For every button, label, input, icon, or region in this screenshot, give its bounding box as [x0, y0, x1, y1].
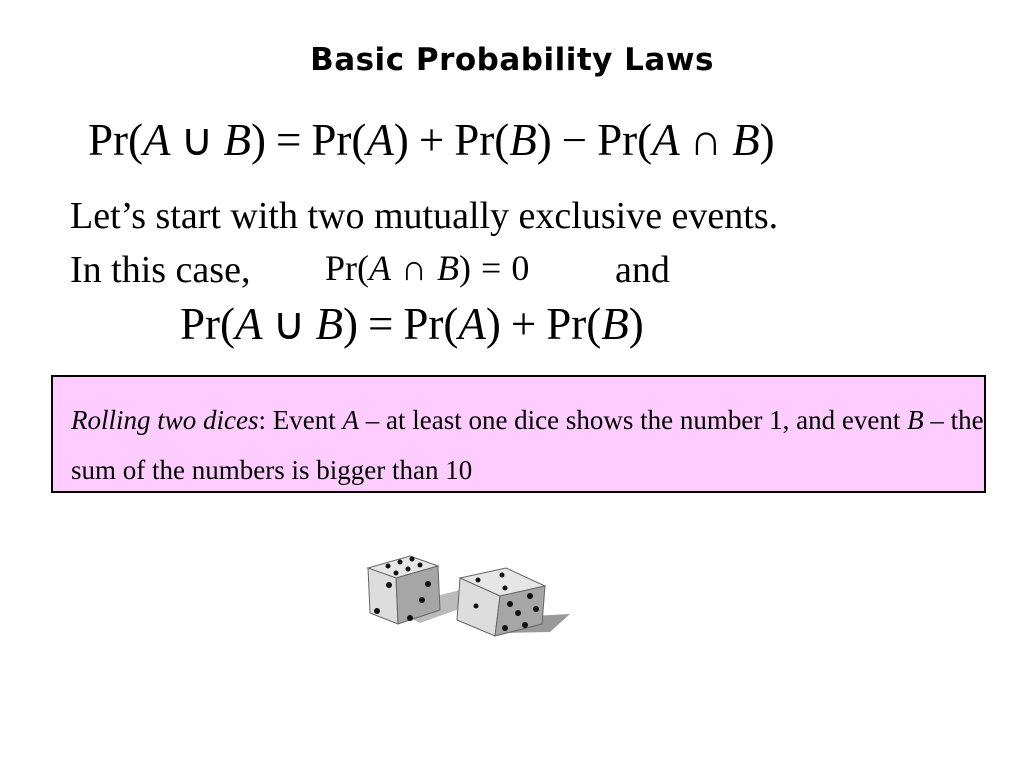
die-pip [527, 593, 533, 599]
general-addition-formula [88, 115, 775, 165]
union-symbol: ∪ [272, 299, 306, 349]
formula-variable: A [366, 115, 394, 165]
intersection-symbol: ∩ [689, 115, 723, 165]
die-pip [386, 564, 391, 569]
formula-variable: A [652, 115, 680, 165]
die-pip [474, 604, 479, 609]
event-b-label: B [907, 405, 924, 435]
formula-variable: A [235, 299, 263, 349]
example-text: – the sum of the numbers is bigger than 10 [71, 405, 984, 485]
formula-variable: B [732, 115, 760, 165]
in-this-case-text: In this case, [70, 249, 251, 291]
die-pip [502, 625, 508, 631]
die-pip [406, 567, 411, 572]
formula-token: ) [393, 115, 409, 165]
formula-variable: B [509, 115, 537, 165]
exclusive-addition-formula [180, 299, 644, 349]
plus-symbol: + [418, 115, 445, 165]
formula-variable: B [601, 299, 629, 349]
intersection-symbol: ∩ [401, 248, 427, 288]
example-colon: : [258, 405, 266, 435]
minus-symbol: − [561, 115, 588, 165]
plus-symbol: + [510, 299, 537, 349]
formula-token: Pr( [88, 115, 143, 165]
formula-variable: A [143, 115, 171, 165]
die-pip [394, 571, 399, 576]
formula-token: ) [342, 299, 358, 349]
die-pip [419, 597, 425, 603]
die-pip [503, 586, 508, 591]
die-pip [407, 615, 413, 621]
die-pip [425, 581, 431, 587]
die-left [368, 556, 440, 624]
example-text: Event [266, 405, 343, 435]
formula-token: ) [485, 299, 501, 349]
formula-token: ) [250, 115, 266, 165]
mutually-exclusive-intro: Let’s start with two mutually exclusive events. [70, 195, 779, 237]
formula-token: ) [628, 299, 644, 349]
die-pip [418, 563, 423, 568]
die-pip [476, 578, 481, 583]
example-text: – at least one dice shows the number 1, and event [358, 405, 908, 435]
formula-variable: B [223, 115, 251, 165]
union-symbol: ∪ [180, 115, 214, 165]
formula-token: Pr( [546, 299, 602, 349]
equals-symbol: = [367, 299, 394, 349]
formula-variable: A [458, 299, 486, 349]
die-pip [410, 557, 415, 562]
formula-variable: A [369, 248, 391, 288]
formula-token: Pr( [311, 115, 367, 165]
and-text: and [615, 249, 670, 291]
formula-variable: B [437, 248, 459, 288]
die-pip [500, 573, 505, 578]
formula-token: Pr( [597, 115, 653, 165]
die-pip [533, 606, 539, 612]
die-pip [522, 622, 528, 628]
die-pip [374, 608, 380, 614]
die-pip [515, 610, 521, 616]
formula-token: Pr( [403, 299, 459, 349]
formula-token: ) [459, 248, 471, 288]
equals-symbol: = [481, 248, 502, 288]
formula-token: Pr( [454, 115, 510, 165]
formula-variable: B [315, 299, 343, 349]
example-box [51, 375, 986, 493]
die-pip [386, 582, 392, 588]
formula-token: ) [536, 115, 552, 165]
intersection-zero-formula [325, 250, 529, 286]
formula-token: Pr( [325, 248, 369, 288]
event-a-label: A [342, 405, 359, 435]
die-right [457, 568, 545, 636]
formula-token: 0 [511, 248, 530, 288]
example-heading: Rolling two dices [71, 405, 259, 435]
dice-illustration [360, 548, 575, 648]
die-pip [507, 601, 513, 607]
die-pip [398, 560, 403, 565]
equals-symbol: = [275, 115, 302, 165]
formula-token: ) [759, 115, 775, 165]
formula-token: Pr( [180, 299, 235, 349]
slide-title: Basic Probability Laws [310, 42, 714, 78]
